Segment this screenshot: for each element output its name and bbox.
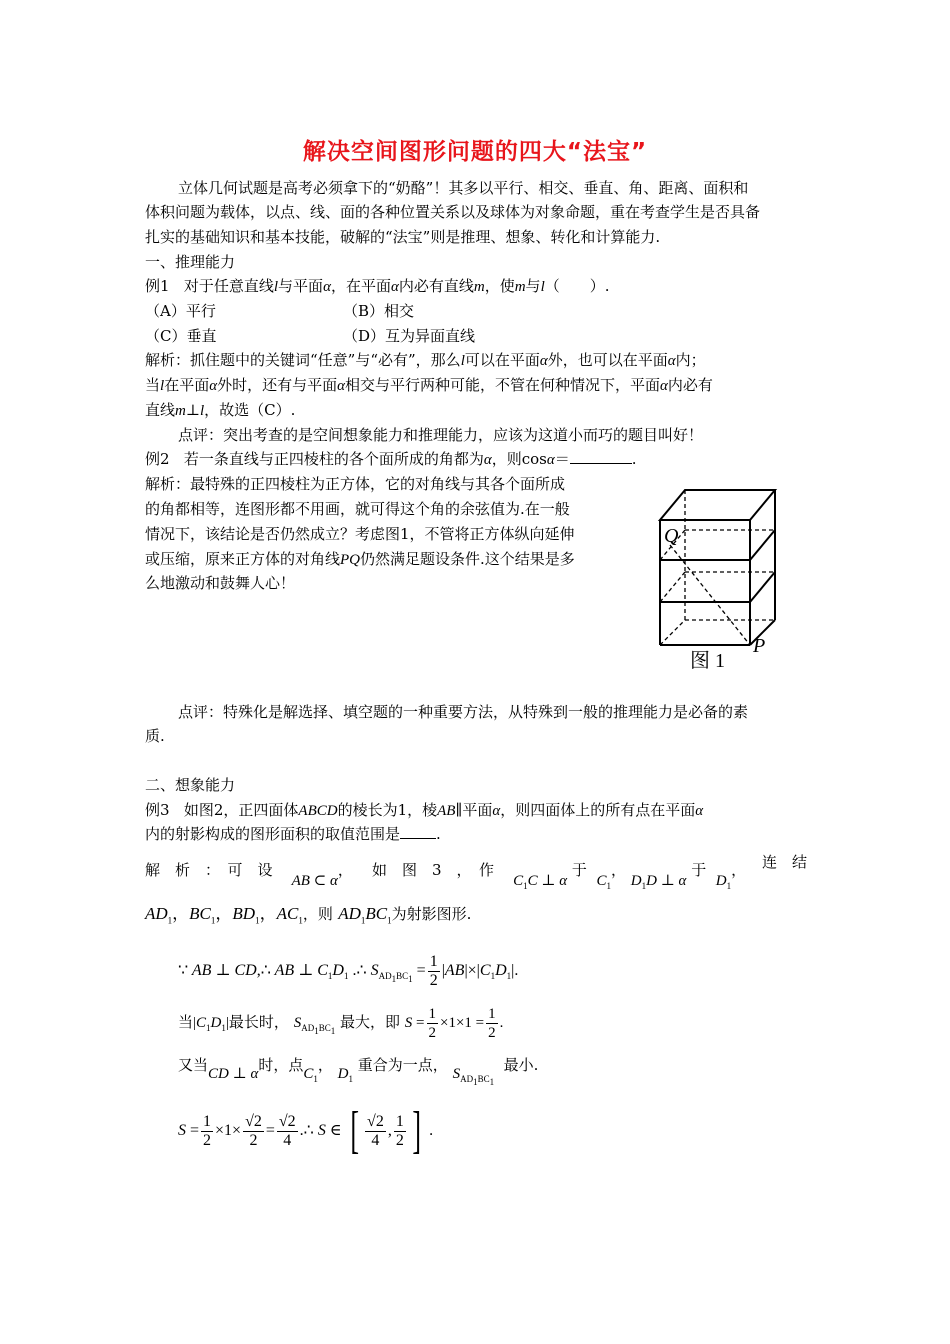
- option-b: （B）相交: [343, 302, 415, 320]
- example-1-analysis-line-3: 直线m⊥l，故选（C）.: [145, 401, 296, 419]
- min-area-line: 又当CD ⊥ α时，点$C_1$， $D_1$ 重合为一点， $S_{AD_1BC_1}$ 最小.: [178, 1056, 539, 1087]
- example-1-comment: 点评：突出考查的是空间想象能力和推理能力，应该为这道小而巧的题目叫好！: [178, 426, 704, 444]
- example-1-question: 例1 对于任意直线l与平面α，在平面α内必有直线m，使m与l（ ）.: [145, 277, 610, 295]
- example-3-question-line-2: 内的射影构成的图形面积的取值范围是 .: [145, 825, 441, 843]
- answer-blank-2: [400, 824, 436, 839]
- example-2-analysis-line-1: 解析：最特殊的正四棱柱为正方体，它的对角线与其各个面所成: [145, 475, 566, 493]
- page-title: 解决空间图形问题的四大“法宝”: [302, 139, 648, 165]
- example-3-analysis-line-1: 解 析 ： 可 设 AB ⊂ α， 如 图 3 ， 作 $C_1C$ ⊥ α 于 $C_1$， $D_1D$ ⊥ α 于 $D_1$，: [145, 861, 747, 891]
- option-a: （A）平行: [145, 302, 216, 320]
- example-3-question: 例3 如图2，正四面体ABCD的棱长为1，棱AB∥平面α，则四面体上的所有点在平面α: [145, 801, 704, 819]
- example-2-analysis-line-2: 的角都相等，连图形都不用画，就可得这个角的余弦值为.在一般: [145, 500, 570, 518]
- section-2-heading: 二、想象能力: [145, 776, 236, 794]
- section-1-heading: 一、推理能力: [145, 253, 236, 271]
- intro-line-1: 立体几何试题是高考必须拿下的“奶酪”！其多以平行、相交、垂直、角、距离、面积和: [178, 179, 749, 197]
- answer-blank: [570, 449, 632, 464]
- example-3-analysis-line-2: $AD_1$，$BC_1$，$BD_1$，$AC_1$，则 $AD_1BC_1$为射影图形.: [145, 904, 472, 926]
- lianjie-text: 连 结: [762, 853, 808, 871]
- example-2-analysis-line-4: 或压缩，原来正方体的对角线PQ仍然满足题设条件.这个结果是多: [145, 550, 575, 568]
- min-area-formula: S = $\frac{1}{2}$ ×1× $\frac{√2}{2}$ = $\frac{√2}{4}$ .∴ S ∈ [ $\frac{√2}{4}$ , $\frac{1}{2}$ ] .: [178, 1102, 434, 1160]
- example-2-question: 例2 若一条直线与正四棱柱的各个面所成的角都为α，则cosα＝ .: [145, 450, 637, 468]
- figure-1-caption: 图 1: [690, 650, 725, 672]
- example-2-analysis-line-5: 么地激动和鼓舞人心！: [145, 574, 296, 592]
- figure-1-prism: [640, 480, 790, 680]
- intro-line-2: 体积问题为载体，以点、线、面的各种位置关系以及球体为对象命题，重在考查学生是否具备: [145, 203, 761, 221]
- example-2-comment-line-1: 点评：特殊化是解选择、填空题的一种重要方法，从特殊到一般的推理能力是必备的素: [178, 703, 749, 721]
- intro-line-3: 扎实的基础知识和基本技能，破解的“法宝”则是推理、想象、转化和计算能力.: [145, 228, 661, 246]
- example-1-analysis-line-1: 解析：抓住题中的关键词“任意”与“必有”，那么l可以在平面α外，也可以在平面α内；: [145, 351, 706, 369]
- example-1-analysis-line-2: 当l在平面α外时，还有与平面α相交与平行两种可能，不管在何种情况下，平面α内必有: [145, 376, 713, 394]
- label-p: P: [753, 635, 766, 657]
- example-2-comment-line-2: 质.: [145, 727, 165, 745]
- example-2-analysis-line-3: 情况下，该结论是否仍然成立？考虑图1，不管将正方体纵向延伸: [145, 525, 575, 543]
- option-c: （C）垂直: [145, 327, 217, 345]
- formula-area-line: ∵ AB ⊥ CD,∴ AB ⊥ $C_1D_1$ .∴ $S_{AD_1BC_1}$ = $\frac{1}{2}$ $|AB|\times|C_1D_1|$.: [178, 952, 519, 989]
- max-area-line: 当$|C_1D_1|$最长时， $S_{AD_1BC_1}$ 最大，即 S = $\frac{1}{2}$ ×1×1 = $\frac{1}{2}$ .: [178, 1006, 504, 1042]
- option-d: （D）互为异面直线: [343, 327, 476, 345]
- label-q: Q: [664, 525, 679, 547]
